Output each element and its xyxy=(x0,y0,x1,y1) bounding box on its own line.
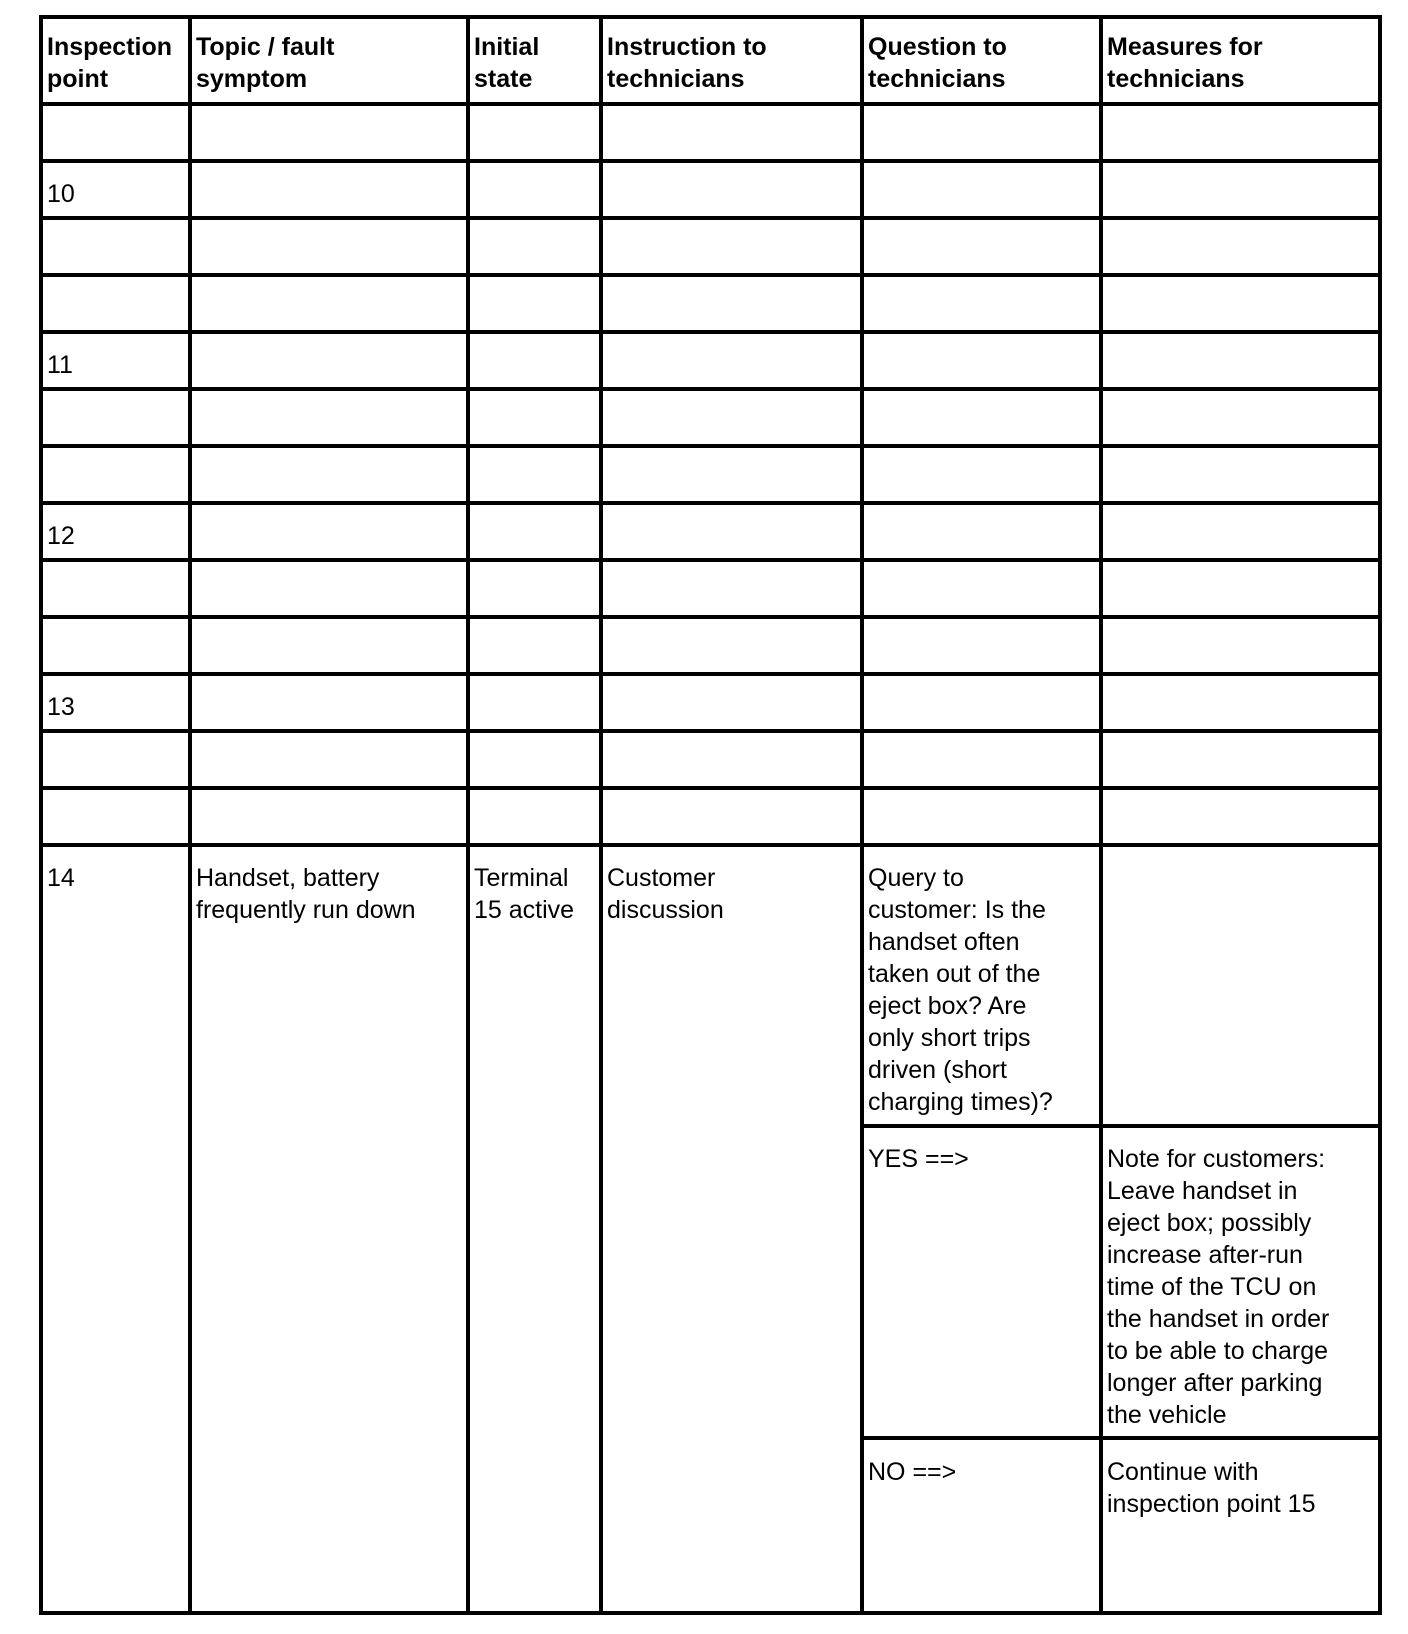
inspection-point-11: 11 xyxy=(47,351,73,379)
inspection-point-14: 14 xyxy=(47,864,75,892)
header-topic-fault-symptom: Topic / fault symptom xyxy=(196,33,335,93)
yes-branch-label: YES ==> xyxy=(868,1145,969,1173)
header-instruction-to-technicians: Instruction to technicians xyxy=(607,33,767,93)
no-branch-measure: Continue with inspection point 15 xyxy=(1107,1458,1316,1518)
no-branch-label: NO ==> xyxy=(868,1458,957,1486)
question-14: Query to customer: Is the handset often taken out of the eject box? Are only short trips driven (short charging times)? xyxy=(868,864,1053,1116)
header-initial-state: Initial state xyxy=(474,33,540,93)
inspection-point-10: 10 xyxy=(47,180,75,208)
header-question-to-technicians: Question to technicians xyxy=(868,33,1007,93)
topic-fault-symptom-14: Handset, battery frequently run down xyxy=(196,864,416,924)
initial-state-14: Terminal 15 active xyxy=(474,864,575,924)
inspection-point-12: 12 xyxy=(47,522,75,550)
inspection-point-13: 13 xyxy=(47,693,75,721)
header-measures-for-technicians: Measures for technicians xyxy=(1107,33,1263,93)
instruction-14: Customer discussion xyxy=(607,864,724,924)
header-inspection-point: Inspection point xyxy=(47,33,173,93)
yes-branch-measure: Note for customers: Leave handset in eject box; possibly increase after-run time of the TCU on the handset in order to be able to charge longer after parking the vehicle xyxy=(1107,1145,1330,1429)
